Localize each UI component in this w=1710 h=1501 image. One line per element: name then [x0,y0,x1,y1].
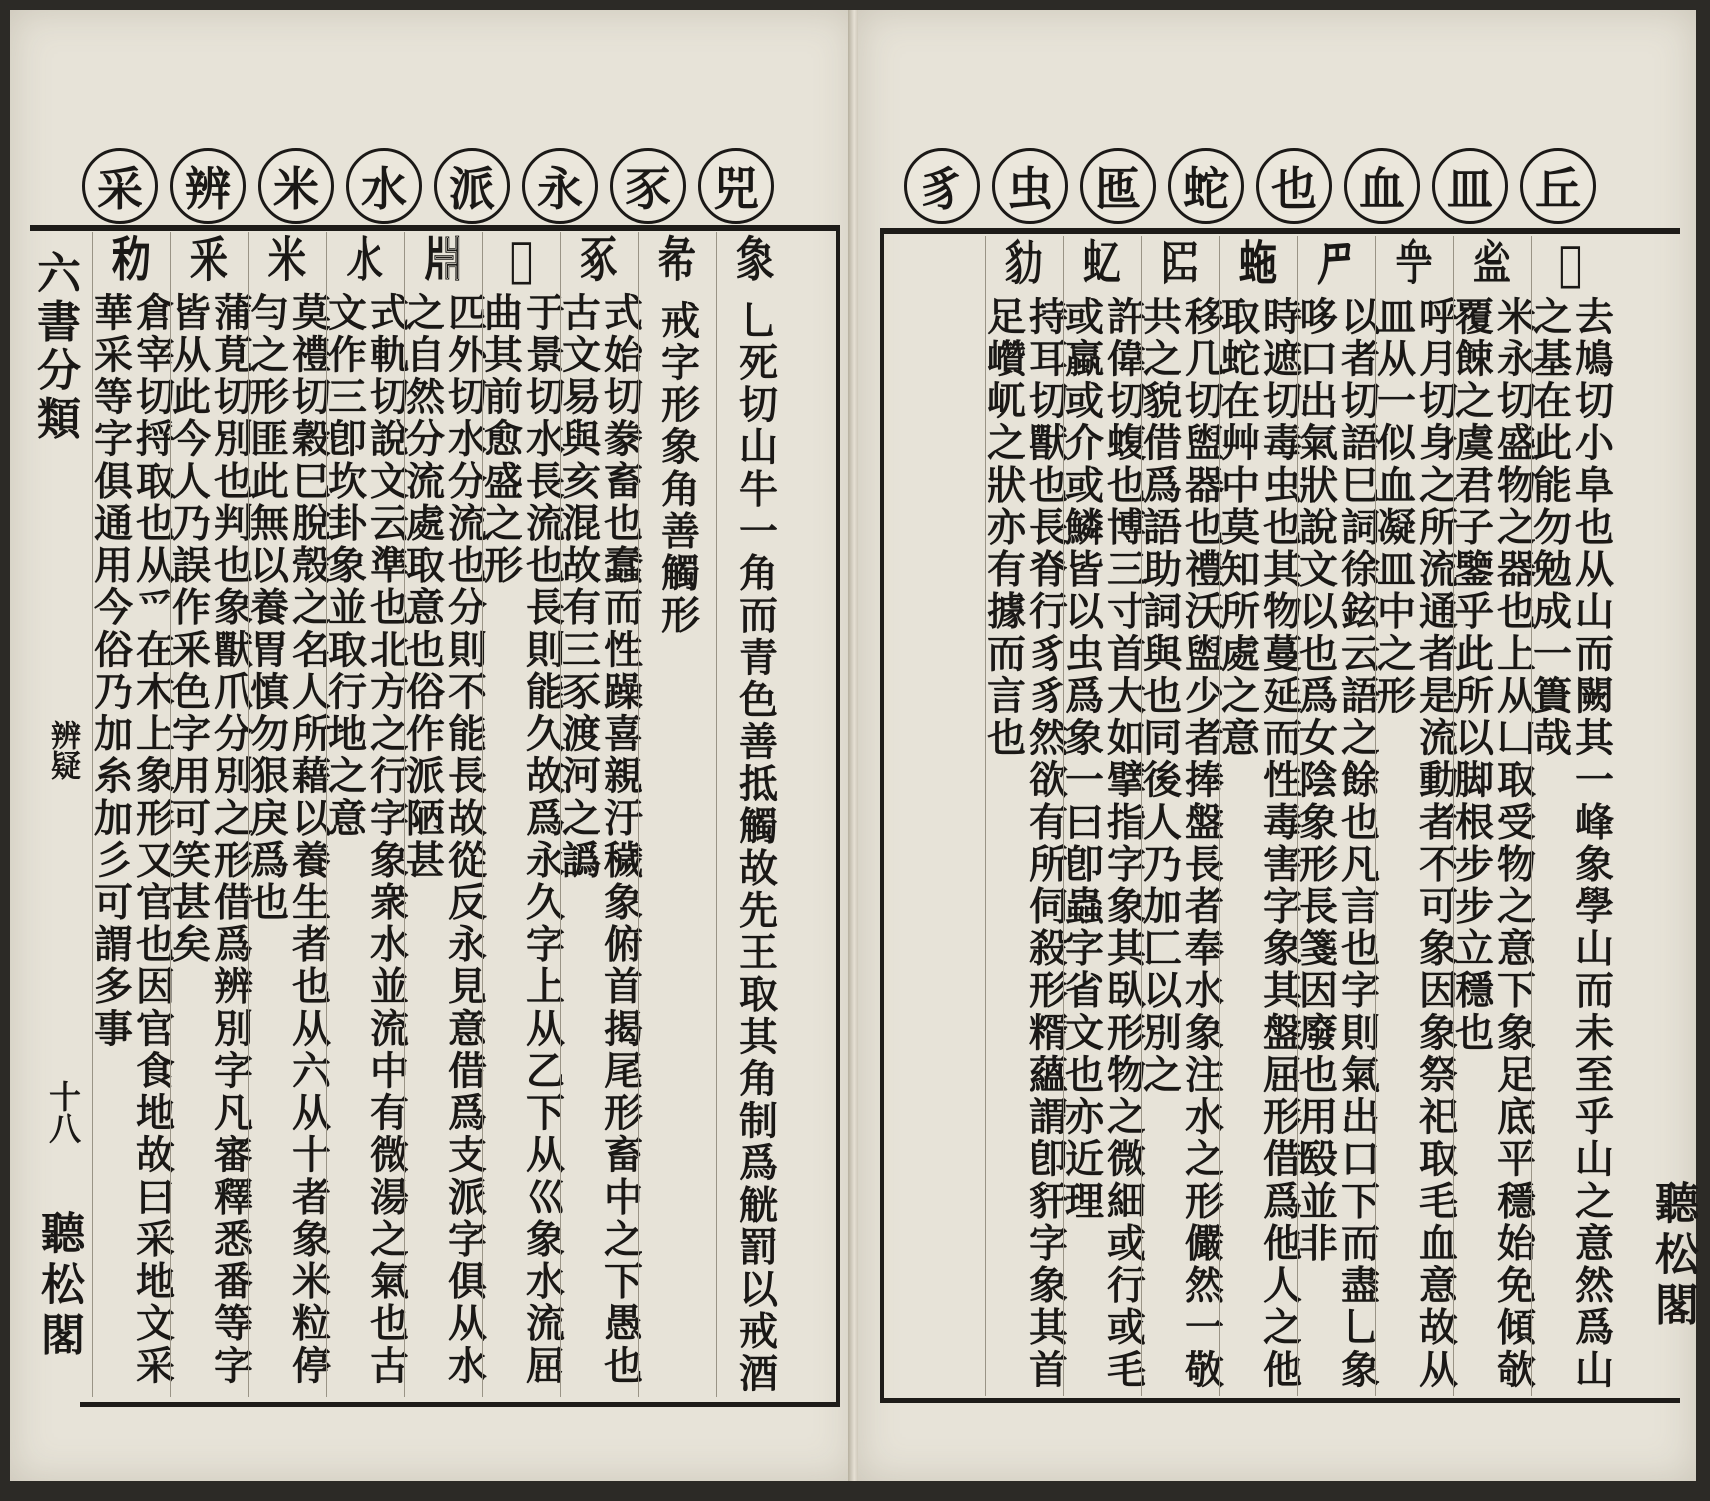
headword-circle: 水 [346,148,422,224]
seal-glyph: 𥁑 [1473,236,1512,292]
headword-circle: 豕 [610,148,686,224]
seal-glyph: 𣶒 [424,232,463,288]
entry-text: 于景切水長流也長則能久故爲永久字上从乙下从巛象水流屈曲其前愈盛之形 [477,292,566,1388]
headword-circle: 丘 [1520,148,1596,224]
entry-column [399,232,488,1397]
left-top-rule [30,225,840,231]
seal-glyph: 𧰼 [736,232,775,288]
seal-glyph: 𠀉 [1558,236,1583,292]
seal-glyph: 𣱱 [346,232,385,288]
entry-column [1448,236,1537,1396]
left-right-rule [836,225,840,1405]
headword-circle: 米 [258,148,334,224]
entry-column [477,232,566,1397]
left-publisher: 聽松閣 [33,1210,84,1362]
seal-glyph: 㣇 [658,232,697,288]
right-top-rule [880,228,1680,234]
entry-column [1214,236,1303,1396]
seal-glyph: 𧉮 [1239,236,1278,292]
seal-glyph: 𠥓 [1161,236,1200,292]
seal-glyph: 豖 [580,232,619,288]
entry-text: 式始切豢畜也蠢而性躁喜親汙穢象俯首揭尾形畜中之下愚也古文易與亥混故有三豕渡河之譌 [555,292,644,1388]
left-margin-section: 辨疑 [45,720,80,780]
seal-glyph: 米 [268,232,307,288]
right-publisher: 聽松閣 [1647,1180,1698,1332]
entry-column [87,232,176,1397]
headword-circle: 采 [82,148,158,224]
headword-circle: 永 [522,148,598,224]
entry-text: 莫禮切穀巳脫殼之名人所藉以養生者也从六从十者象米粒停勻之形匪此無以養胃慎勿狠戾爲也 [243,292,332,1388]
headword-circle: 豸 [904,148,980,224]
entry-text: 許偉切蝮也博三寸首大如擘指字象其臥形物之微細或行或毛或蠃或介或鱗皆以虫爲象一曰卽蟲字省文也亦近理 [1058,296,1147,1392]
entry-text: 乚死切山牛一角而青色善抵觸故先王取其角制爲觥罰以戒酒 [732,300,779,1396]
left-page-number: 十八 [44,1080,82,1144]
entry-column [1136,236,1225,1396]
entry-column [980,236,1069,1396]
entry-text: 式軌切說文云準也北方之行字象衆水並流中有微湯之氣也古文作三卽坎卦象並取行地之意 [321,292,410,1388]
headword-circle: 兕 [698,148,774,224]
seal-glyph: 𠃜 [1317,236,1356,292]
entry-column [165,232,254,1397]
left-headword-circles [70,148,774,224]
entry-text: 時遮切毒虫也其物蔓延而性毒害字象其盤屈形借爲他人之他取蛇在艸中莫知所處之意 [1214,296,1303,1392]
seal-glyph: 釆 [190,232,229,288]
left-margin-title: 六書分類 [29,250,80,444]
entry-text: 米永切盛物之器也上从凵取受物之意下象足底平穩始免傾欹覆餗之虞君子鑒乎此所以脚根步步立穩也 [1448,296,1537,1392]
headword-circle: 匜 [1080,148,1156,224]
left-bottom-rule [80,1402,840,1407]
seal-glyph: 𧖧 [1395,236,1434,292]
entry-column [1292,236,1381,1396]
headword-circle: 血 [1344,148,1420,224]
right-left-rule [880,228,884,1398]
entry-column [716,232,794,1397]
right-entry-columns [980,236,1615,1396]
headword-circle: 虫 [992,148,1068,224]
entry-text: 持耳切獸也長脊行豸豸然欲有所伺殺形糈蘊謂卽豻字象其首足巑屼之狀亦有據而言也 [980,296,1069,1392]
entry-text: 戒字形象角善觸形 [654,300,701,637]
entry-text: 以者切語巳詞徐鉉云語之餘也凡言也字則氣出口下而盡乚象哆口出氣狀說文以也爲女陰象形長箋因廢也用殹並非 [1292,296,1381,1392]
seal-glyph: 𥝢 [112,232,151,288]
seal-glyph: 𣲖 [509,232,534,288]
entry-column [638,232,716,1397]
entry-column [243,232,332,1397]
entry-column [555,232,644,1397]
right-bottom-rule [880,1398,1680,1403]
entry-column [1058,236,1147,1396]
seal-glyph: 𧲡 [1005,236,1044,292]
entry-text: 呼月切身之所流通者是流動者不可象因象祭祀取毛血意故从皿从一似血凝皿中之形 [1370,296,1459,1392]
entry-column [321,232,410,1397]
headword-circle: 皿 [1432,148,1508,224]
entry-text: 匹外切水分流也分則不能長故從反永見意借爲支派字俱从水之自然分流處取意也俗作派陋甚 [399,292,488,1388]
entry-text: 蒲莧切別也判也象獸爪分別之形借爲辨別字凡審釋悉番等字皆从此今人乃誤作釆色字用可笑甚矣 [165,292,254,1388]
headword-circle: 也 [1256,148,1332,224]
entry-text: 去鳩切小阜也从山而闕其一峰象學山而未至乎山之意然爲山之基在此能勿勉成一簣哉 [1526,296,1615,1392]
entry-column [1526,236,1615,1396]
entry-text: 移几切盥器也禮沃盥少者捧盤長者奉水象注水之形儼然一敬共之貌借爲語助詞與也同後人乃加匚以別之 [1136,296,1225,1392]
headword-circle: 派 [434,148,510,224]
left-entry-columns [87,232,794,1397]
entry-text: 倉宰切捋取也从爫在木上象形又官也因官食地故曰采地文采華采等字俱通用今俗乃加糸加彡可謂多事 [87,292,176,1388]
headword-circle: 辨 [170,148,246,224]
headword-circle: 蛇 [1168,148,1244,224]
entry-column [1370,236,1459,1396]
right-headword-circles [892,148,1596,224]
seal-glyph: 𧈝 [1083,236,1122,292]
